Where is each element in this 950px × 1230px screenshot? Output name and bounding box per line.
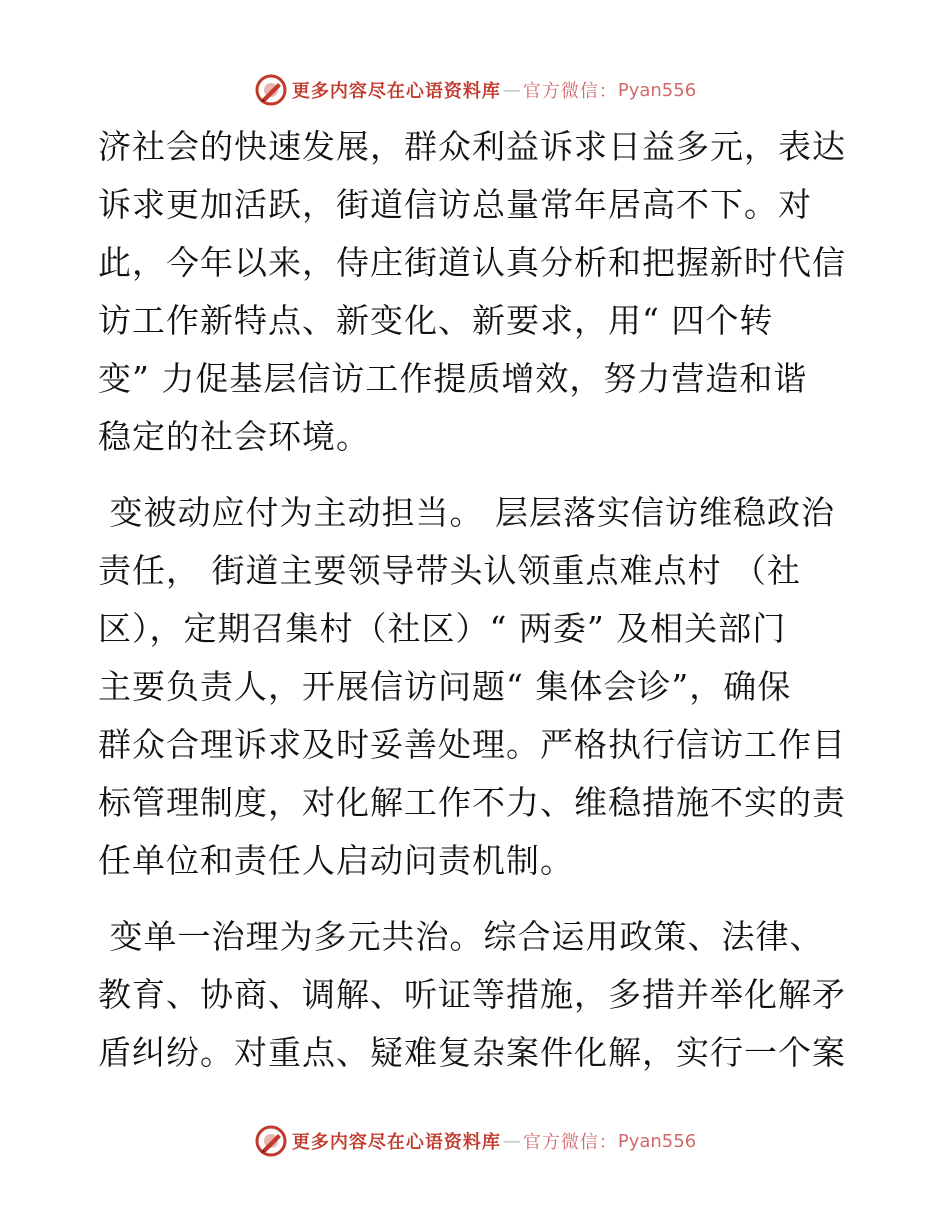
- watermark-contact-id: Pyan556: [617, 79, 697, 101]
- text-line: 变” 力促基层信访工作提质增效，努力营造和谐: [98, 359, 808, 398]
- text-line: 主要负责人，开展信访问题“ 集体会诊”，确保: [98, 667, 792, 706]
- text-line: 稳定的社会环境。: [98, 417, 370, 456]
- watermark-dash: —: [502, 79, 521, 101]
- text-line: 变被动应付为主动担当。 层层落实信访维稳政治: [98, 493, 835, 532]
- paragraph-1: [98, 118, 858, 466]
- pen-nib-logo-icon: [254, 1124, 288, 1158]
- pen-nib-logo-icon: [254, 73, 288, 107]
- text-line: 责任， 街道主要领导带头认领重点难点村 （社: [98, 551, 801, 590]
- text-line: 群众合理诉求及时妥善处理。严格执行信访工作目: [98, 725, 846, 764]
- text-line: 济社会的快速发展，群众利益诉求日益多元，表达: [98, 127, 846, 166]
- text-line: 教育、协商、调解、听证等措施，多措并举化解矛: [98, 975, 846, 1014]
- text-line: 诉求更加活跃，街道信访总量常年居高不下。对: [98, 185, 812, 224]
- footer-watermark: [0, 1121, 950, 1161]
- watermark-contact-label: 官方微信：: [522, 81, 618, 102]
- watermark-site-text: 更多内容尽在心语资料库: [291, 1132, 501, 1153]
- document-body: [98, 118, 858, 1082]
- text-line: 变单一治理为多元共治。综合运用政策、法律、: [98, 917, 824, 956]
- paragraph-3: [98, 908, 858, 1082]
- watermark-site-text: 更多内容尽在心语资料库: [291, 81, 501, 102]
- header-watermark: [0, 70, 950, 110]
- text-line: 访工作新特点、新变化、新要求，用“ 四个转: [98, 301, 774, 340]
- text-line: 此，今年以来，侍庄街道认真分析和把握新时代信: [98, 243, 846, 282]
- text-line: 盾纠纷。对重点、疑难复杂案件化解，实行一个案: [98, 1033, 846, 1072]
- paragraph-2: [98, 484, 858, 890]
- text-line: 区），定期召集村（社区）“ 两委” 及相关部门: [98, 609, 787, 648]
- text-line: 任单位和责任人启动问责机制。: [98, 841, 574, 880]
- watermark-contact-label: 官方微信：: [522, 1132, 618, 1153]
- text-line: 标管理制度，对化解工作不力、维稳措施不实的责: [98, 783, 846, 822]
- watermark-contact-id: Pyan556: [617, 1130, 697, 1152]
- watermark-dash: —: [502, 1130, 521, 1152]
